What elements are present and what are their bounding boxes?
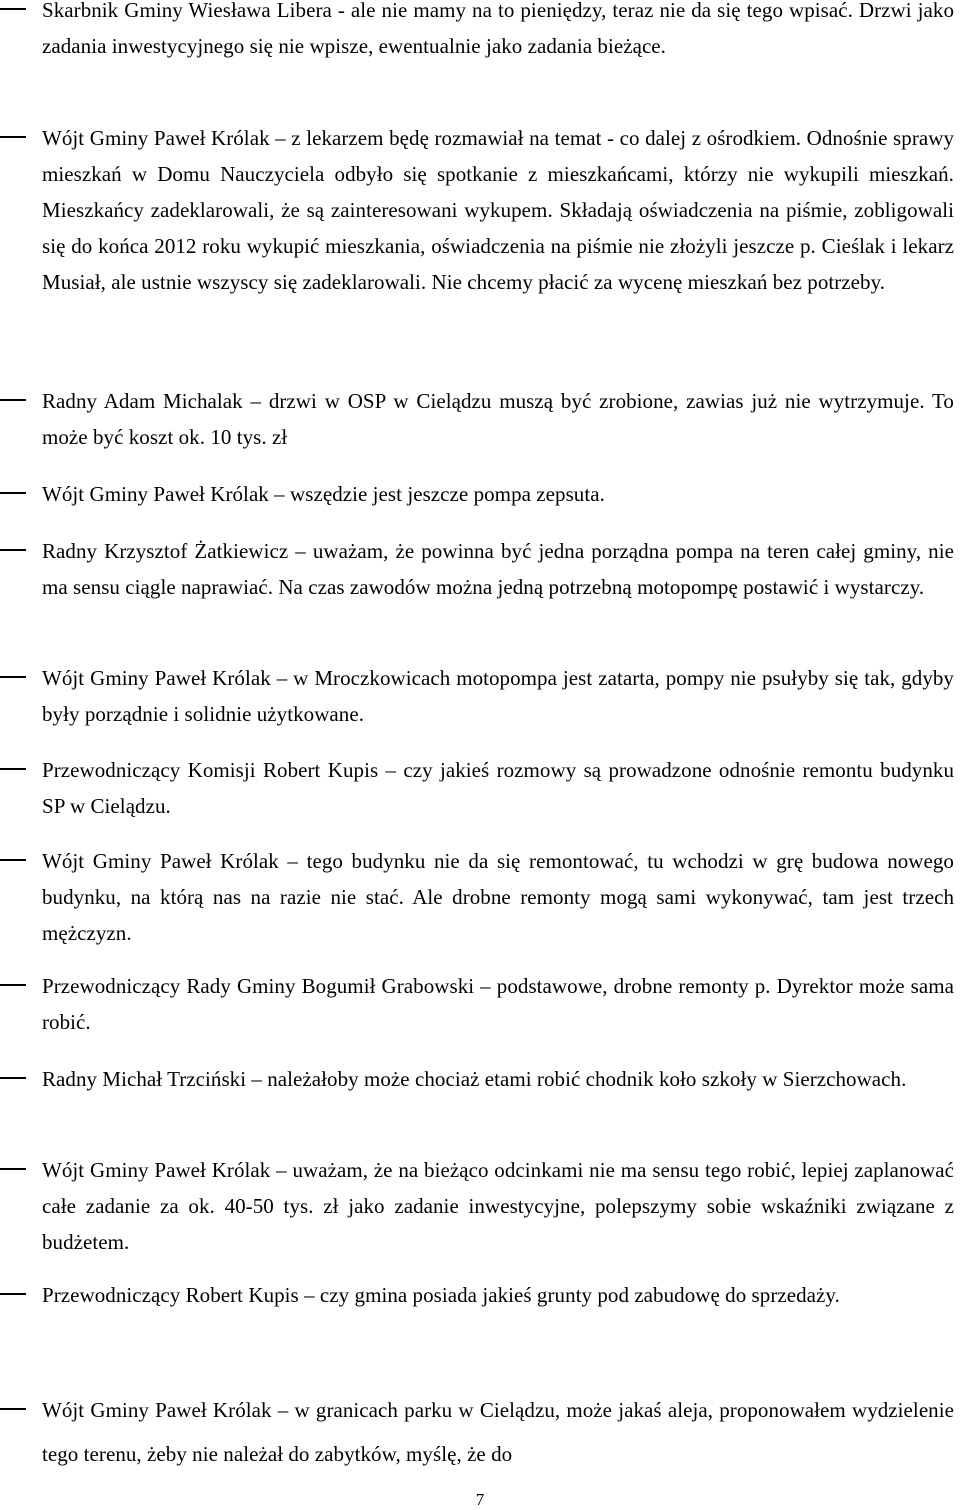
dash-bullet-icon <box>0 1168 26 1170</box>
paragraph-text: Radny Michał Trzciński – należałoby może chociaż etami robić chodnik koło szkoły w Sierzchowach. <box>42 1067 907 1091</box>
dash-bullet-icon <box>0 1077 26 1079</box>
paragraph-text: Wójt Gminy Paweł Królak – uważam, że na bieżąco odcinkami nie ma sensu tego robić, lepiej zaplanować całe zadanie za ok. 40-50 tys. zł jako zadanie inwestycyjne, polepszymy sobie wskaźniki związane z budżetem. <box>42 1158 954 1254</box>
paragraph-text: Wójt Gminy Paweł Królak – tego budynku nie da się remontować, tu wchodzi w grę budowa nowego budynku, na którą nas na razie nie stać. Ale drobne remonty mogą sami wykonywać, tam jest trzech mężczyzn. <box>42 849 954 945</box>
paragraph-text: Wójt Gminy Paweł Królak – w granicach parku w Cielądzu, może jakaś aleja, proponowałem wydzielenie tego terenu, żeby nie należał do zabytków, myślę, że do <box>42 1398 954 1466</box>
dash-bullet-icon <box>0 492 26 494</box>
paragraph-text: Radny Adam Michalak – drzwi w OSP w Cielądzu muszą być zrobione, zawias już nie wytrzymuje. To może być koszt ok. 10 tys. zł <box>42 389 954 449</box>
paragraph-text: Przewodniczący Robert Kupis – czy gmina posiada jakieś grunty pod zabudowę do sprzedaży. <box>42 1283 840 1307</box>
dash-bullet-icon <box>0 1293 26 1295</box>
dash-bullet-icon <box>0 1408 26 1410</box>
paragraph-text: Wójt Gminy Paweł Królak – z lekarzem będę rozmawiał na temat - co dalej z ośrodkiem. Odnośnie sprawy mieszkań w Domu Nauczyciela odbyło się spotkanie z mieszkańcami, którzy nie wykupili mieszkań. Mieszkańcy zadeklarowali, że są zainteresowani wykupem. Składają oświadczenia na piśmie, zobligowali się do końca 2012 roku wykupić mieszkania, oświadczenia na piśmie nie złożyli jeszcze p. Cieślak i lekarz Musiał, ale ustnie wszyscy się zadeklarowali. Nie chcemy płacić za wycenę mieszkań bez potrzeby. <box>42 126 954 294</box>
dash-bullet-icon <box>0 136 26 138</box>
dash-bullet-icon <box>0 399 26 401</box>
paragraph-text: Wójt Gminy Paweł Królak – w Mroczkowicach motopompa jest zatarta, pompy nie psułyby się tak, gdyby były porządnie i solidnie użytkowane. <box>42 666 954 726</box>
paragraph-text: Skarbnik Gminy Wiesława Libera - ale nie mamy na to pieniędzy, teraz nie da się tego wpisać. Drzwi jako zadania inwestycyjnego się nie wpisze, ewentualnie jako zadania bieżące. <box>42 0 954 58</box>
page-number: 7 <box>475 1490 485 1509</box>
paragraph-text: Przewodniczący Komisji Robert Kupis – czy jakieś rozmowy są prowadzone odnośnie remontu budynku SP w Cielądzu. <box>42 758 954 818</box>
dash-bullet-icon <box>0 549 26 551</box>
dash-bullet-icon <box>0 676 26 678</box>
dash-bullet-icon <box>0 859 26 861</box>
dash-bullet-icon <box>0 8 26 10</box>
dash-bullet-icon <box>0 768 26 770</box>
paragraph-text: Radny Krzysztof Żatkiewicz – uważam, że powinna być jedna porządna pompa na teren całej gminy, nie ma sensu ciągle naprawiać. Na czas zawodów można jedną potrzebną motopompę postawić i wystarczy. <box>42 539 954 599</box>
paragraph-text: Przewodniczący Rady Gminy Bogumił Grabowski – podstawowe, drobne remonty p. Dyrektor może sama robić. <box>42 974 954 1034</box>
dash-bullet-icon <box>0 984 26 986</box>
paragraph-text: Wójt Gminy Paweł Królak – wszędzie jest jeszcze pompa zepsuta. <box>42 482 605 506</box>
